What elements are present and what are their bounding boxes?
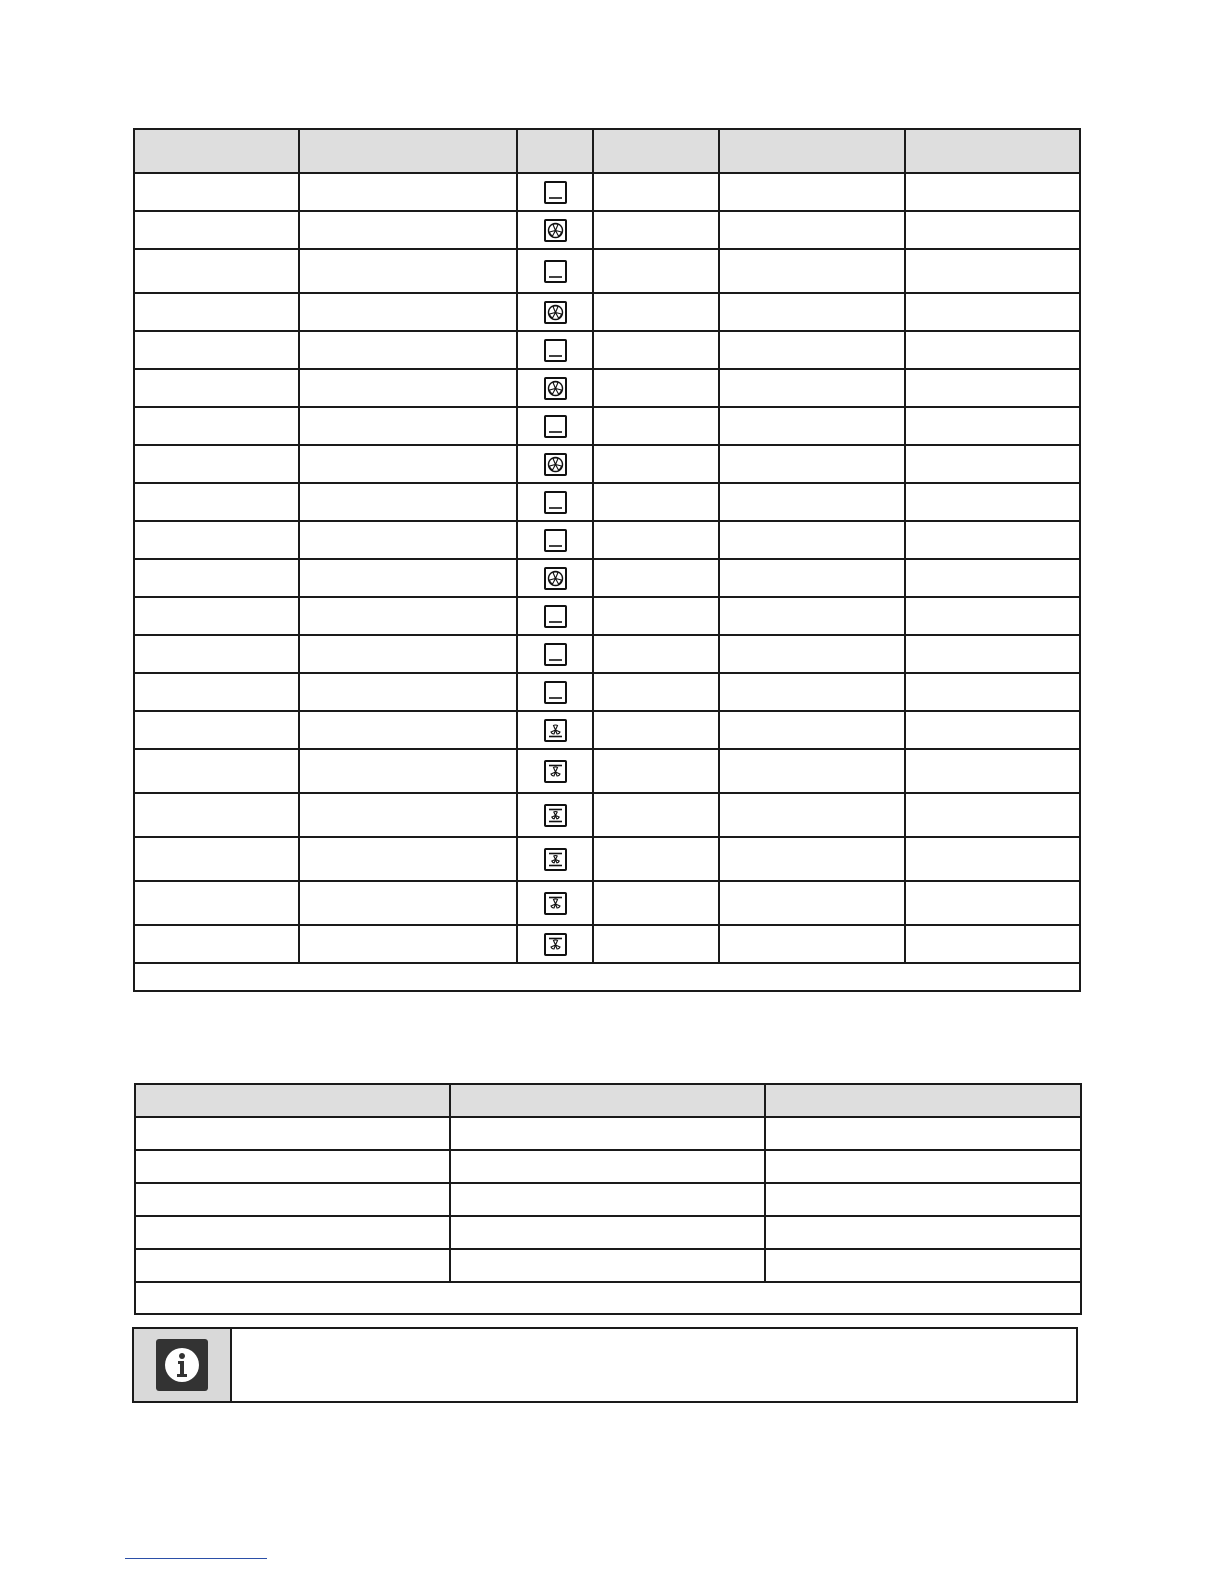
heating-mode-cell — [517, 407, 593, 445]
table-cell — [593, 483, 719, 521]
table-cell — [719, 559, 905, 597]
table-row — [135, 1150, 1081, 1183]
footnote-cell — [134, 963, 1080, 991]
table-cell — [134, 559, 299, 597]
fan-heating-icon — [544, 453, 567, 476]
table-cell — [299, 445, 517, 483]
table-row — [134, 793, 1080, 837]
table-cell — [719, 483, 905, 521]
table-cell — [299, 925, 517, 963]
table-row — [134, 711, 1080, 749]
table-cell — [719, 445, 905, 483]
footnote-cell — [135, 1282, 1081, 1314]
cooking-table-header-row — [134, 129, 1080, 173]
table-cell — [299, 881, 517, 925]
table-cell — [593, 331, 719, 369]
table-row — [134, 673, 1080, 711]
table-row — [134, 597, 1080, 635]
table-cell — [593, 881, 719, 925]
heating-mode-cell — [517, 331, 593, 369]
table-cell — [299, 597, 517, 635]
table-cell — [719, 407, 905, 445]
table-cell — [905, 369, 1080, 407]
fan-heating-icon — [544, 567, 567, 590]
table-cell — [719, 331, 905, 369]
table-cell — [134, 483, 299, 521]
table-cell — [905, 635, 1080, 673]
footnote-separator — [125, 1558, 267, 1559]
table-cell — [593, 635, 719, 673]
table-cell — [593, 173, 719, 211]
table-cell — [134, 673, 299, 711]
table-cell — [719, 635, 905, 673]
table-cell — [134, 597, 299, 635]
table-cell — [135, 1183, 450, 1216]
table-cell — [135, 1117, 450, 1150]
table-cell — [135, 1216, 450, 1249]
table-cell — [719, 597, 905, 635]
table-row — [134, 369, 1080, 407]
table-cell — [905, 749, 1080, 793]
table-row — [134, 483, 1080, 521]
heating-mode-cell — [517, 673, 593, 711]
table-cell — [593, 559, 719, 597]
heating-mode-cell — [517, 249, 593, 293]
table-cell — [299, 711, 517, 749]
heating-mode-cell — [517, 559, 593, 597]
heating-mode-cell — [517, 211, 593, 249]
table-cell — [134, 635, 299, 673]
table-cell — [719, 925, 905, 963]
table-cell — [299, 211, 517, 249]
conventional-heating-icon — [544, 339, 567, 362]
table-cell — [905, 407, 1080, 445]
table-cell — [593, 711, 719, 749]
table-cell — [134, 837, 299, 881]
table-cell — [593, 369, 719, 407]
table-cell — [719, 749, 905, 793]
table-cell — [450, 1183, 765, 1216]
table-cell — [450, 1249, 765, 1282]
table-cell — [905, 925, 1080, 963]
table-cell — [134, 521, 299, 559]
grill-fan-icon — [544, 933, 567, 956]
table-cell — [593, 211, 719, 249]
table-cell — [719, 249, 905, 293]
header-cell — [905, 129, 1080, 173]
grill-fan-icon — [544, 892, 567, 915]
header-cell — [135, 1084, 450, 1117]
table-row — [134, 635, 1080, 673]
table-row — [134, 837, 1080, 881]
secondary-table-header-row — [135, 1084, 1081, 1117]
header-cell — [517, 129, 593, 173]
table-cell — [593, 793, 719, 837]
table-cell — [299, 749, 517, 793]
info-icon — [156, 1339, 208, 1391]
conventional-heating-icon — [544, 529, 567, 552]
table-cell — [593, 837, 719, 881]
table-row — [134, 407, 1080, 445]
table-cell — [134, 711, 299, 749]
table-cell — [299, 483, 517, 521]
table-cell — [905, 793, 1080, 837]
secondary-table — [134, 1083, 1082, 1315]
conventional-heating-icon — [544, 260, 567, 283]
heating-mode-cell — [517, 925, 593, 963]
table-cell — [905, 673, 1080, 711]
table-cell — [719, 173, 905, 211]
heating-mode-cell — [517, 597, 593, 635]
table-cell — [593, 249, 719, 293]
table-cell — [299, 293, 517, 331]
table-cell — [134, 407, 299, 445]
grill-fan-icon — [544, 760, 567, 783]
fan-heating-icon — [544, 377, 567, 400]
table-cell — [765, 1150, 1081, 1183]
heating-mode-cell — [517, 749, 593, 793]
heating-mode-cell — [517, 173, 593, 211]
table-cell — [905, 483, 1080, 521]
table-cell — [134, 749, 299, 793]
fan-heating-icon — [544, 301, 567, 324]
table-cell — [299, 837, 517, 881]
table-cell — [905, 445, 1080, 483]
table-cell — [593, 445, 719, 483]
table-row — [134, 293, 1080, 331]
table-cell — [719, 673, 905, 711]
table-cell — [299, 559, 517, 597]
info-note-text — [232, 1329, 1076, 1401]
heating-mode-cell — [517, 881, 593, 925]
heating-mode-cell — [517, 793, 593, 837]
header-cell — [299, 129, 517, 173]
table-cell — [450, 1216, 765, 1249]
top-bottom-fan-icon — [544, 804, 567, 827]
table-cell — [905, 711, 1080, 749]
table-cell — [134, 793, 299, 837]
heating-mode-cell — [517, 293, 593, 331]
table-cell — [299, 331, 517, 369]
table-cell — [905, 521, 1080, 559]
table-cell — [719, 211, 905, 249]
fan-heating-icon — [544, 219, 567, 242]
heating-mode-cell — [517, 711, 593, 749]
table-row — [135, 1183, 1081, 1216]
table-cell — [299, 173, 517, 211]
table-cell — [719, 293, 905, 331]
table-cell — [299, 673, 517, 711]
table-cell — [719, 837, 905, 881]
table-cell — [765, 1117, 1081, 1150]
cooking-table-footnote-row — [134, 963, 1080, 991]
table-cell — [905, 881, 1080, 925]
table-cell — [299, 635, 517, 673]
conventional-heating-icon — [544, 605, 567, 628]
table-cell — [765, 1216, 1081, 1249]
table-cell — [134, 369, 299, 407]
heating-mode-cell — [517, 369, 593, 407]
table-cell — [299, 407, 517, 445]
table-cell — [135, 1150, 450, 1183]
conventional-heating-icon — [544, 415, 567, 438]
table-cell — [299, 521, 517, 559]
table-cell — [134, 293, 299, 331]
conventional-heating-icon — [544, 181, 567, 204]
table-row — [135, 1249, 1081, 1282]
table-row — [135, 1216, 1081, 1249]
table-row — [134, 173, 1080, 211]
info-note — [132, 1327, 1078, 1403]
secondary-table-footnote-row — [135, 1282, 1081, 1314]
table-cell — [905, 837, 1080, 881]
table-row — [134, 249, 1080, 293]
table-cell — [905, 559, 1080, 597]
table-row — [134, 559, 1080, 597]
table-cell — [905, 249, 1080, 293]
heating-mode-cell — [517, 483, 593, 521]
table-cell — [299, 369, 517, 407]
table-cell — [765, 1183, 1081, 1216]
conventional-heating-icon — [544, 491, 567, 514]
table-cell — [719, 793, 905, 837]
table-row — [134, 331, 1080, 369]
table-cell — [719, 521, 905, 559]
table-cell — [593, 925, 719, 963]
header-cell — [134, 129, 299, 173]
header-cell — [593, 129, 719, 173]
heating-mode-cell — [517, 445, 593, 483]
bottom-heat-fan-icon — [544, 719, 567, 742]
table-cell — [905, 293, 1080, 331]
table-cell — [593, 673, 719, 711]
table-row — [134, 445, 1080, 483]
conventional-heating-icon — [544, 643, 567, 666]
info-icon-cell — [134, 1329, 232, 1401]
table-cell — [134, 881, 299, 925]
table-row — [134, 881, 1080, 925]
table-cell — [134, 211, 299, 249]
table-cell — [134, 925, 299, 963]
table-cell — [905, 597, 1080, 635]
table-cell — [765, 1249, 1081, 1282]
table-cell — [134, 249, 299, 293]
table-cell — [450, 1117, 765, 1150]
cooking-table — [133, 128, 1081, 992]
table-row — [134, 211, 1080, 249]
top-bottom-fan-icon — [544, 848, 567, 871]
heating-mode-cell — [517, 521, 593, 559]
table-cell — [135, 1249, 450, 1282]
conventional-heating-icon — [544, 681, 567, 704]
table-cell — [450, 1150, 765, 1183]
table-row — [134, 749, 1080, 793]
table-cell — [719, 369, 905, 407]
table-row — [134, 521, 1080, 559]
table-cell — [905, 331, 1080, 369]
table-cell — [134, 445, 299, 483]
heating-mode-cell — [517, 837, 593, 881]
table-cell — [134, 173, 299, 211]
table-cell — [905, 173, 1080, 211]
table-cell — [593, 293, 719, 331]
table-cell — [299, 249, 517, 293]
table-cell — [593, 749, 719, 793]
header-cell — [719, 129, 905, 173]
header-cell — [765, 1084, 1081, 1117]
table-cell — [719, 711, 905, 749]
table-cell — [719, 881, 905, 925]
table-cell — [593, 521, 719, 559]
table-cell — [299, 793, 517, 837]
table-cell — [593, 407, 719, 445]
table-cell — [905, 211, 1080, 249]
header-cell — [450, 1084, 765, 1117]
table-cell — [134, 331, 299, 369]
table-row — [134, 925, 1080, 963]
heating-mode-cell — [517, 635, 593, 673]
table-row — [135, 1117, 1081, 1150]
table-cell — [593, 597, 719, 635]
